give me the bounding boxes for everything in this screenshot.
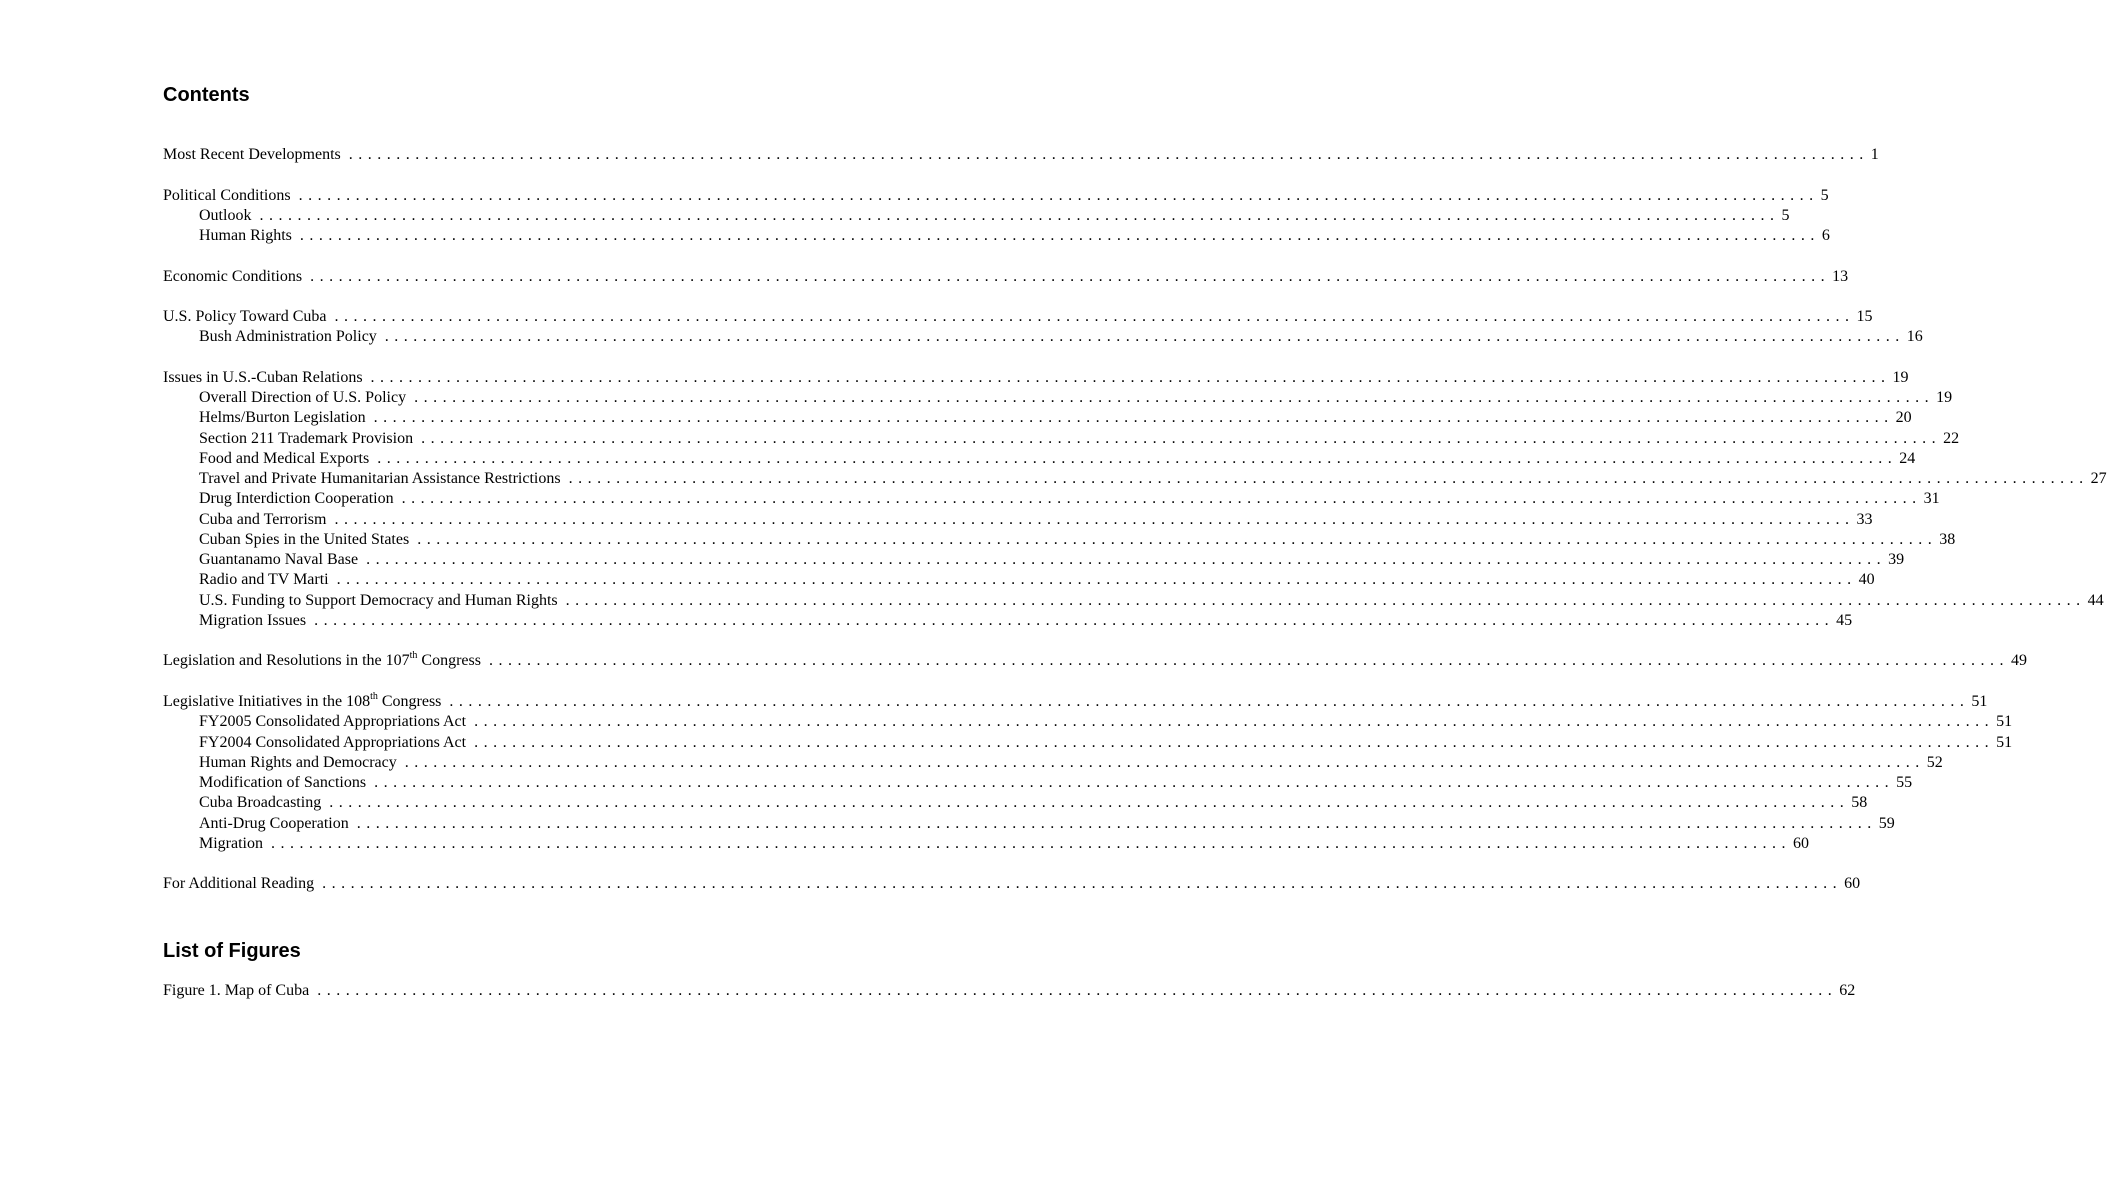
dot-leader: ................................................................................................................................................................ — [314, 611, 1835, 629]
toc-entry[interactable] — [163, 146, 1879, 166]
entry-title: Figure 1. Map of Cuba — [163, 982, 310, 999]
list-of-figures-heading: List of Figures — [163, 940, 301, 962]
page-number: 31 — [1923, 490, 1940, 508]
dot-leader: ................................................................................................................................................................ — [449, 693, 1970, 711]
entry-title: Radio and TV Marti — [199, 571, 329, 589]
page-number: 33 — [1856, 510, 1873, 528]
toc-entry[interactable] — [163, 650, 2027, 672]
entry-title: Helms/Burton Legislation — [199, 409, 366, 427]
toc-entry[interactable] — [163, 551, 1905, 571]
dot-leader: ................................................................................................................................................................ — [417, 530, 1938, 548]
toc-entry[interactable] — [163, 753, 1943, 774]
toc-entry[interactable] — [163, 389, 1953, 409]
entry-title: FY2004 Consolidated Appropriations Act — [199, 733, 467, 751]
entry-title: Outlook — [199, 206, 252, 224]
dot-leader: ................................................................................................................................................................ — [348, 146, 1869, 163]
dot-leader: ................................................................................................................................................................ — [356, 814, 1877, 832]
dot-leader: ................................................................................................................................................................ — [271, 834, 1791, 852]
page-number: 45 — [1836, 611, 1853, 629]
dot-leader: ................................................................................................................................................................ — [474, 733, 1995, 751]
toc-entry[interactable] — [163, 530, 1956, 551]
toc-entry[interactable] — [163, 571, 1875, 591]
dot-leader: ................................................................................................................................................................ — [322, 875, 1843, 893]
page-number: 40 — [1858, 571, 1875, 589]
entry-title: U.S. Policy Toward Cuba — [163, 308, 327, 326]
dot-leader: ................................................................................................................................................................ — [404, 753, 1925, 771]
entry-title: Drug Interdiction Cooperation — [199, 490, 394, 508]
entry-title: FY2005 Consolidated Appropriations Act — [199, 713, 467, 731]
entry-title: Migration — [199, 834, 263, 852]
toc-entry[interactable] — [163, 429, 1960, 450]
toc-entry[interactable] — [163, 449, 1916, 470]
page-number: 38 — [1939, 530, 1956, 548]
toc-entry[interactable] — [163, 774, 1913, 794]
toc-entry[interactable] — [163, 713, 2013, 733]
toc-entry[interactable] — [163, 227, 1830, 247]
dot-leader: ................................................................................................................................................................ — [374, 774, 1895, 792]
toc-entry[interactable] — [163, 267, 1849, 288]
dot-leader: ................................................................................................................................................................ — [329, 794, 1850, 812]
entry-title: Section 211 Trademark Provision — [199, 429, 414, 447]
dot-leader: ................................................................................................................................................................ — [317, 982, 1838, 999]
page-number: 52 — [1926, 753, 1943, 771]
dot-leader: ................................................................................................................................................................ — [259, 206, 1780, 224]
dot-leader: ................................................................................................................................................................ — [373, 409, 1894, 427]
entry-title: Economic Conditions — [163, 267, 303, 285]
page-number: 51 — [1996, 713, 2013, 731]
toc-entry[interactable] — [163, 470, 2107, 490]
entry-title: Bush Administration Policy — [199, 328, 377, 346]
entry-title: Most Recent Developments — [163, 146, 341, 163]
page-number: 13 — [1832, 267, 1849, 285]
toc-entry[interactable] — [163, 834, 1809, 855]
dot-leader: ................................................................................................................................................................ — [334, 510, 1855, 528]
page-number: 5 — [1820, 186, 1829, 204]
contents-list — [163, 146, 2107, 896]
page-number: 5 — [1781, 206, 1790, 224]
toc-entry[interactable] — [163, 328, 1923, 348]
entry-title: Food and Medical Exports — [199, 449, 370, 467]
dot-leader: ................................................................................................................................................................ — [366, 551, 1887, 569]
toc-entry[interactable] — [163, 368, 1909, 389]
page-number: 51 — [1996, 733, 2013, 751]
dot-leader: ................................................................................................................................................................ — [336, 571, 1857, 589]
page-number: 27 — [2090, 470, 2107, 488]
entry-title: Overall Direction of U.S. Policy — [199, 389, 407, 407]
dot-leader: ................................................................................................................................................................ — [384, 328, 1905, 346]
toc-entry[interactable] — [163, 409, 1912, 429]
dot-leader: ................................................................................................................................................................ — [565, 591, 2086, 609]
page-number: 39 — [1888, 551, 1905, 569]
entry-title: Cuba Broadcasting — [199, 794, 322, 812]
page-number: 51 — [1971, 693, 1988, 711]
figure-entry[interactable] — [163, 982, 1856, 1002]
page-number: 59 — [1878, 814, 1895, 832]
page-number: 15 — [1856, 308, 1873, 326]
page-number: 58 — [1851, 794, 1868, 812]
page-number: 16 — [1906, 328, 1923, 346]
toc-entry[interactable] — [163, 490, 1940, 510]
dot-leader: ................................................................................................................................................................ — [298, 186, 1819, 204]
toc-entry[interactable] — [163, 814, 1895, 835]
entry-title: Human Rights and Democracy — [199, 753, 397, 771]
entry-title: Guantanamo Naval Base — [199, 551, 359, 569]
entry-title: Legislative Initiatives in the 108th Congress — [163, 691, 442, 711]
page-number: 6 — [1821, 227, 1830, 245]
page-number: 24 — [1899, 449, 1916, 467]
toc-entry[interactable] — [163, 733, 2013, 754]
dot-leader: ................................................................................................................................................................ — [474, 713, 1995, 731]
contents-heading: Contents — [163, 84, 250, 106]
entry-title: For Additional Reading — [163, 875, 315, 893]
entry-title: Issues in U.S.-Cuban Relations — [163, 368, 363, 386]
dot-leader: ................................................................................................................................................................ — [299, 227, 1820, 245]
dot-leader: ................................................................................................................................................................ — [401, 490, 1922, 508]
toc-entry[interactable] — [163, 875, 1861, 895]
entry-title: Cuba and Terrorism — [199, 510, 327, 528]
toc-entry[interactable] — [163, 186, 1829, 207]
page-number: 60 — [1793, 834, 1809, 852]
page-number: 20 — [1895, 409, 1912, 427]
page-number: 22 — [1943, 429, 1960, 447]
entry-title: Anti-Drug Cooperation — [199, 814, 349, 832]
figures-list — [163, 982, 1856, 1002]
toc-entry[interactable] — [163, 308, 1873, 328]
entry-title: Human Rights — [199, 227, 292, 245]
page-number: 55 — [1896, 774, 1913, 792]
toc-entry[interactable] — [163, 691, 1988, 713]
dot-leader: ................................................................................................................................................................ — [370, 368, 1891, 386]
page-number: 49 — [2010, 652, 2027, 670]
dot-leader: ................................................................................................................................................................ — [414, 389, 1935, 407]
entry-title: Political Conditions — [163, 186, 291, 204]
toc-entry[interactable] — [163, 611, 1853, 632]
toc-entry[interactable] — [163, 510, 1873, 531]
page-number: 62 — [1839, 982, 1856, 999]
page-number: 60 — [1844, 875, 1861, 893]
page-number: 44 — [2087, 591, 2104, 609]
page-number: 19 — [1892, 368, 1909, 386]
toc-entry[interactable] — [163, 206, 1790, 227]
toc-entry[interactable] — [163, 591, 2104, 612]
dot-leader: ................................................................................................................................................................ — [488, 652, 2009, 670]
dot-leader: ................................................................................................................................................................ — [421, 429, 1942, 447]
entry-title: Travel and Private Humanitarian Assistance Restrictions — [199, 470, 561, 488]
entry-title: Cuban Spies in the United States — [199, 530, 410, 548]
page-number: 1 — [1870, 146, 1879, 163]
dot-leader: ................................................................................................................................................................ — [377, 449, 1898, 467]
entry-title: U.S. Funding to Support Democracy and Human Rights — [199, 591, 558, 609]
entry-title: Legislation and Resolutions in the 107th Congress — [163, 650, 481, 670]
dot-leader: ................................................................................................................................................................ — [568, 470, 2089, 488]
dot-leader: ................................................................................................................................................................ — [310, 267, 1831, 285]
page-number: 19 — [1936, 389, 1953, 407]
toc-entry[interactable] — [163, 794, 1868, 814]
dot-leader: ................................................................................................................................................................ — [334, 308, 1855, 326]
entry-title: Modification of Sanctions — [199, 774, 367, 792]
entry-title: Migration Issues — [199, 611, 307, 629]
